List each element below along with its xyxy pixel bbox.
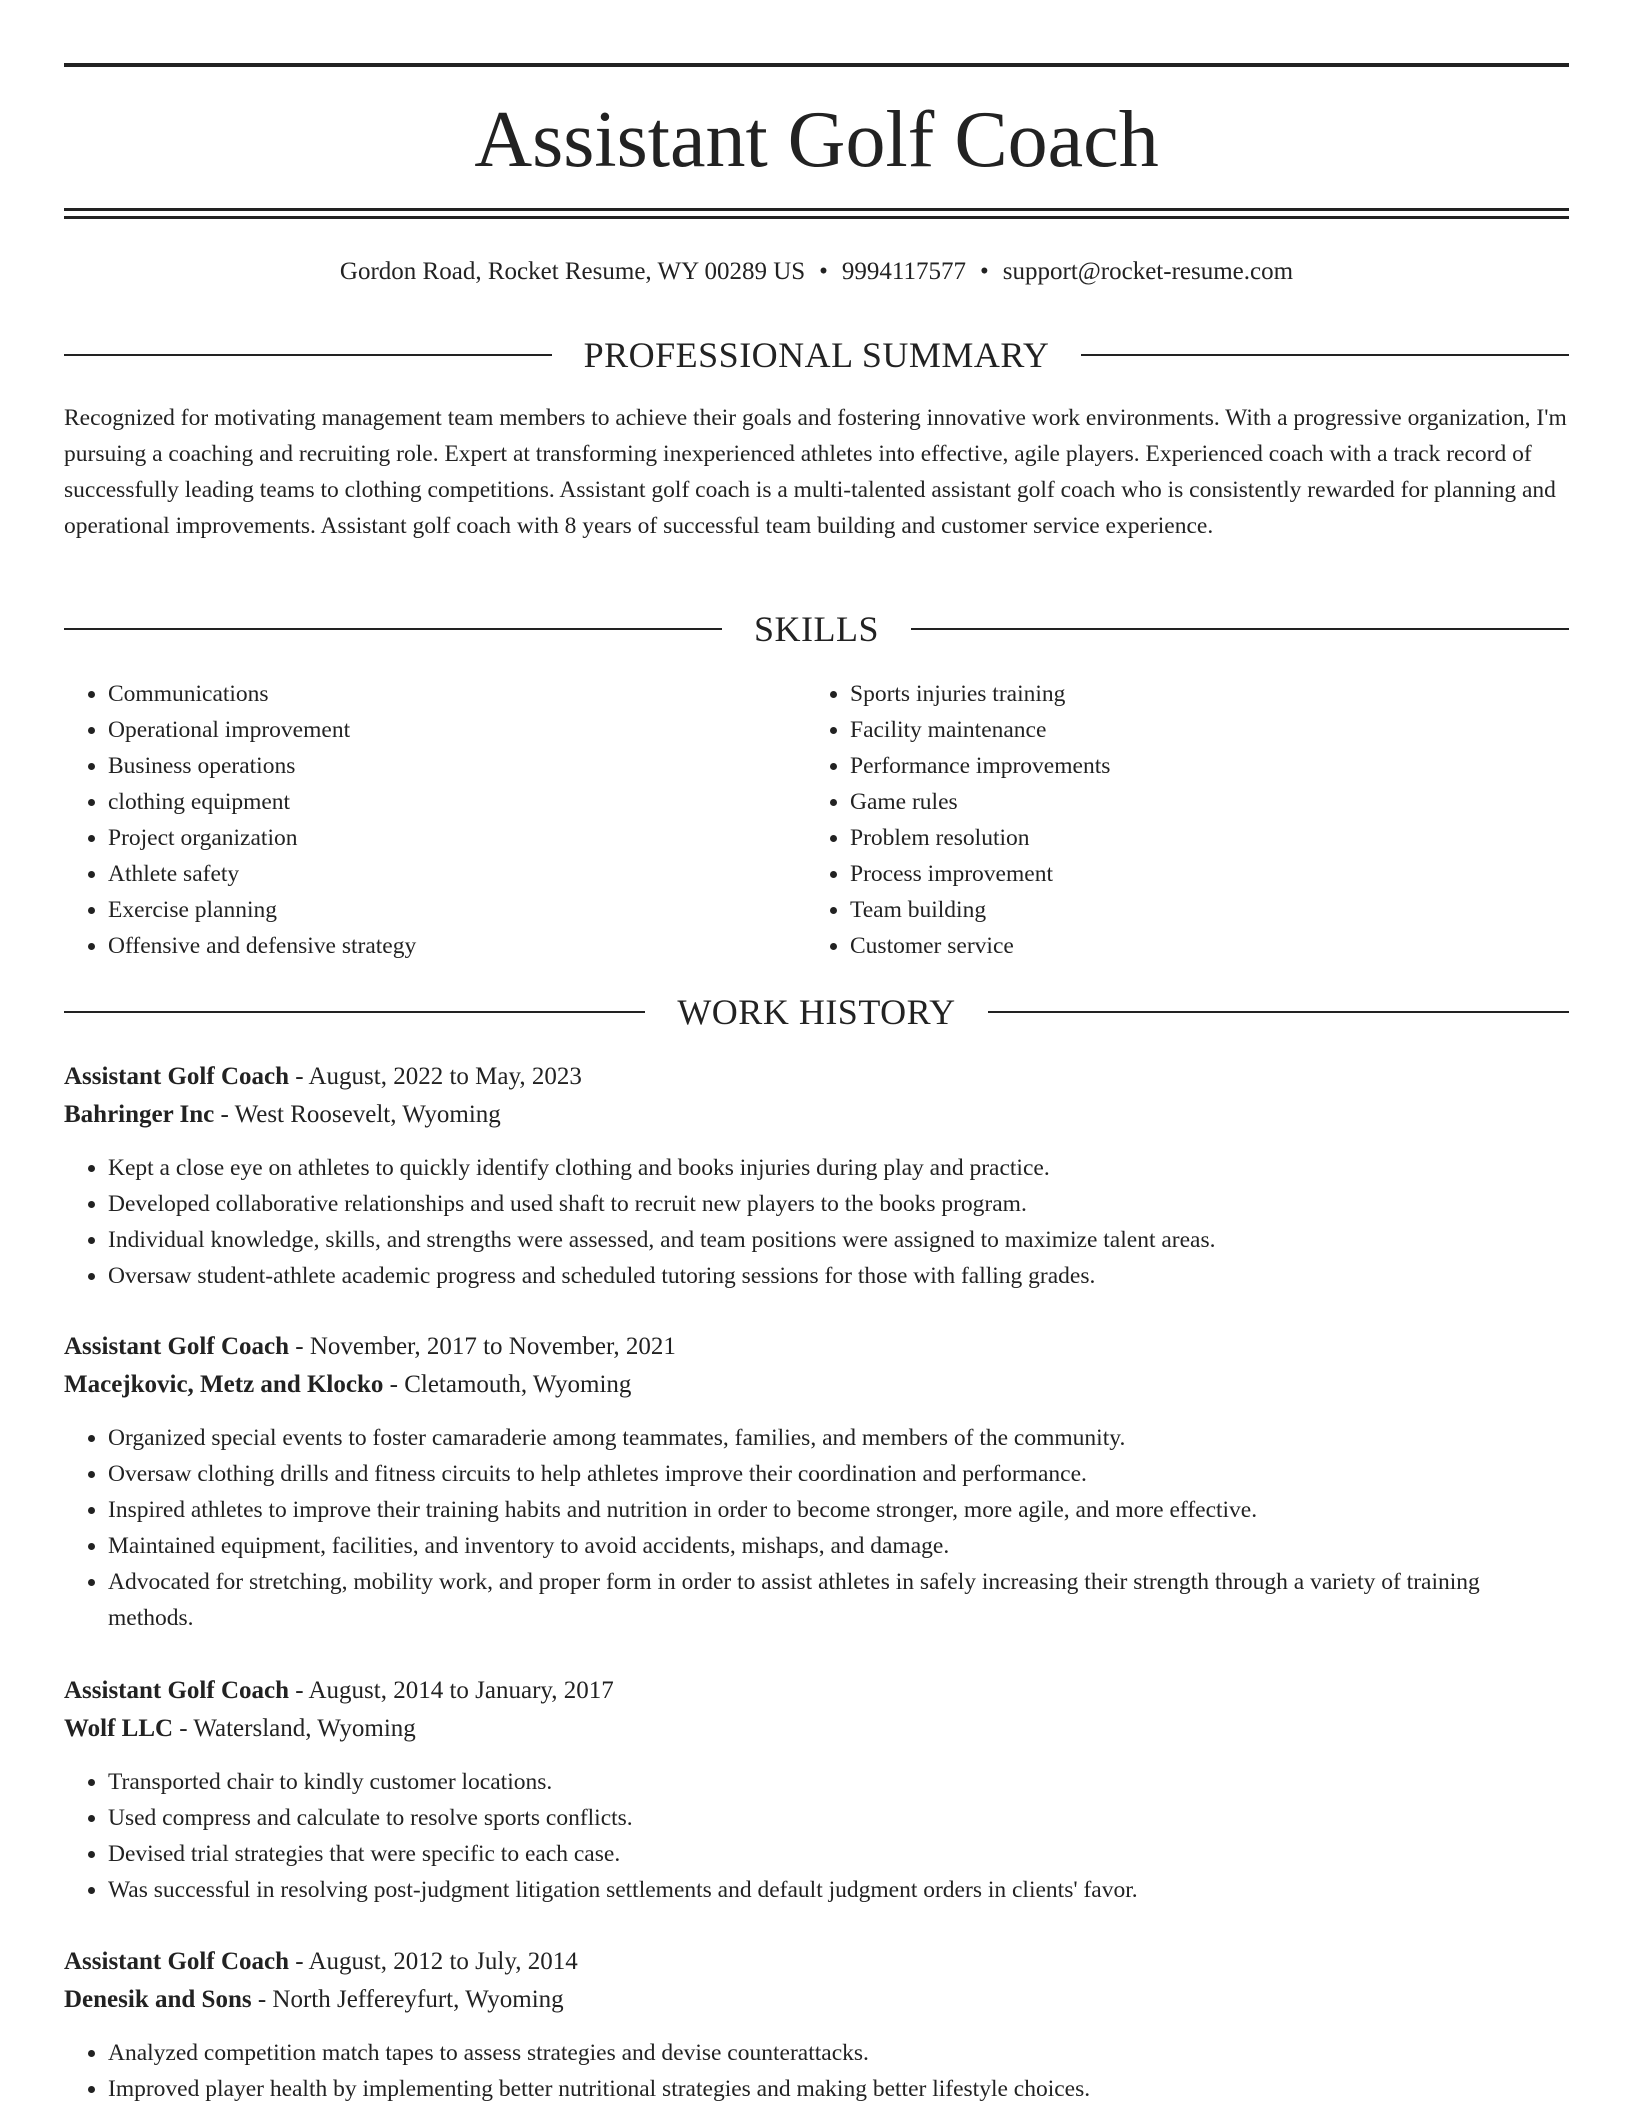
- job-title-row: Assistant Golf Coach - August, 2012 to July, 2014: [64, 1948, 578, 1975]
- work-history-heading: [64, 990, 1569, 1034]
- job-title: Assistant Golf Coach: [64, 1333, 290, 1360]
- skills-list: [64, 676, 1569, 964]
- job-location: Cletamouth, Wyoming: [404, 1371, 632, 1398]
- job-company: Denesik and Sons: [64, 1986, 252, 2013]
- skill-item: • Problem resolution: [850, 820, 1548, 856]
- job-dates: August, 2022 to May, 2023: [308, 1063, 582, 1090]
- job-bullet: • Developed collaborative relationships and used shaft to recruit new players to the books program.: [108, 1186, 1569, 1222]
- header-rule-lower: [64, 216, 1569, 219]
- skill-item: • Athlete safety: [108, 856, 806, 892]
- contact-email: support@rocket-resume.com: [1002, 258, 1294, 285]
- job-location: West Roosevelt, Wyoming: [234, 1101, 501, 1128]
- skill-item: • clothing equipment: [108, 784, 806, 820]
- heading-rule-left: [64, 628, 722, 630]
- job-bullet: • Was successful in resolving post-judgment litigation settlements and default judgment orders in clients' favor.: [108, 1872, 1569, 1908]
- skills-column-right: [806, 676, 1548, 964]
- job-location: Watersland, Wyoming: [193, 1715, 416, 1742]
- summary-heading: [64, 333, 1569, 377]
- resume-name: Assistant Golf Coach: [474, 96, 1159, 184]
- job-company: Bahringer Inc: [64, 1101, 215, 1128]
- skills-column-left: [64, 676, 806, 964]
- skill-item: • Communications: [108, 676, 806, 712]
- skill-item: • Exercise planning: [108, 892, 806, 928]
- summary-heading-title: PROFESSIONAL SUMMARY: [583, 335, 1050, 375]
- job-bullet: • Individual knowledge, skills, and strengths were assessed, and team positions were assigned to maximize talent areas.: [108, 1222, 1569, 1258]
- job-bullet: • Inspired athletes to improve their training habits and nutrition in order to become stronger, more agile, and more effective.: [108, 1492, 1569, 1528]
- contact-line: [64, 252, 1569, 292]
- heading-rule-right: [911, 628, 1569, 630]
- job-bullets: [64, 1764, 1569, 1908]
- skill-item: • Operational improvement: [108, 712, 806, 748]
- top-rule: [64, 63, 1569, 67]
- job-bullet: • Improved player health by implementing better nutritional strategies and making better lifestyle choices.: [108, 2071, 1569, 2107]
- job-company-row: Denesik and Sons - North Jeffereyfurt, Wyoming: [64, 1986, 564, 2013]
- heading-rule-left: [64, 354, 552, 356]
- job-bullet: • Devised trial strategies that were specific to each case.: [108, 1836, 1569, 1872]
- skill-item: • Business operations: [108, 748, 806, 784]
- job-title: Assistant Golf Coach: [64, 1948, 290, 1975]
- job-title-row: Assistant Golf Coach - August, 2014 to January, 2017: [64, 1677, 614, 1704]
- job-title-row: Assistant Golf Coach - August, 2022 to May, 2023: [64, 1063, 582, 1090]
- job-dates: November, 2017 to November, 2021: [309, 1333, 676, 1360]
- job-entry: [64, 1672, 1569, 1908]
- heading-rule-right: [1081, 354, 1569, 356]
- job-bullet: • Organized special events to foster camaraderie among teammates, families, and members of the community.: [108, 1420, 1569, 1456]
- job-bullets: [64, 2035, 1569, 2107]
- job-bullets: [64, 1150, 1569, 1294]
- skill-item: • Customer service: [850, 928, 1548, 964]
- job-title: Assistant Golf Coach: [64, 1063, 290, 1090]
- skills-heading-title: SKILLS: [754, 609, 880, 649]
- job-dates: August, 2012 to July, 2014: [308, 1948, 578, 1975]
- contact-phone: 9994117577: [841, 258, 966, 285]
- skill-item: • Offensive and defensive strategy: [108, 928, 806, 964]
- skills-heading: [64, 607, 1569, 651]
- job-bullet: • Oversaw student-athlete academic progress and scheduled tutoring sessions for those with falling grades.: [108, 1258, 1569, 1294]
- job-bullet: • Used compress and calculate to resolve sports conflicts.: [108, 1800, 1569, 1836]
- contact-address: Gordon Road, Rocket Resume, WY 00289 US: [339, 258, 806, 285]
- heading-rule-right: [988, 1011, 1569, 1013]
- job-company-row: Macejkovic, Metz and Klocko - Cletamouth, Wyoming: [64, 1371, 632, 1398]
- job-entry: [64, 1943, 1569, 2107]
- job-title-row: Assistant Golf Coach - November, 2017 to November, 2021: [64, 1333, 676, 1360]
- summary-text: Recognized for motivating management team members to achieve their goals and fostering innovative work environments. With a progressive organization, I'm pursuing a coaching and recruiting role. Expert at transforming inexperienced athletes into effective, agile players. Experienced coach with a track record of successfully leading teams to clothing competitions. Assistant golf coach is a multi-talented assistant golf coach who is consistently rewarded for planning and operational improvements. Assistant golf coach with 8 years of successful team building and customer service experience.: [64, 405, 1567, 539]
- skill-item: • Facility maintenance: [850, 712, 1548, 748]
- heading-rule-left: [64, 1011, 645, 1013]
- job-bullet: • Kept a close eye on athletes to quickly identify clothing and books injuries during play and practice.: [108, 1150, 1569, 1186]
- skill-item: • Performance improvements: [850, 748, 1548, 784]
- skill-item: • Team building: [850, 892, 1548, 928]
- job-title: Assistant Golf Coach: [64, 1677, 290, 1704]
- job-bullet: • Maintained equipment, facilities, and inventory to avoid accidents, mishaps, and damage.: [108, 1528, 1569, 1564]
- job-bullet: • Transported chair to kindly customer locations.: [108, 1764, 1569, 1800]
- job-bullet: • Advocated for stretching, mobility work, and proper form in order to assist athletes in safely increasing their strength through a variety of training methods.: [108, 1564, 1569, 1636]
- job-bullet: • Oversaw clothing drills and fitness circuits to help athletes improve their coordination and performance.: [108, 1456, 1569, 1492]
- job-bullet: • Analyzed competition match tapes to assess strategies and devise counterattacks.: [108, 2035, 1569, 2071]
- job-bullets: [64, 1420, 1569, 1636]
- job-company-row: Wolf LLC - Watersland, Wyoming: [64, 1715, 416, 1742]
- skill-item: • Project organization: [108, 820, 806, 856]
- contact-separator: •: [819, 258, 828, 285]
- skill-item: • Process improvement: [850, 856, 1548, 892]
- job-company: Wolf LLC: [64, 1715, 174, 1742]
- job-entry: [64, 1328, 1569, 1636]
- job-company: Macejkovic, Metz and Klocko: [64, 1371, 384, 1398]
- skill-item: • Sports injuries training: [850, 676, 1548, 712]
- header-rule-upper: [64, 208, 1569, 211]
- job-location: North Jeffereyfurt, Wyoming: [272, 1986, 564, 2013]
- contact-separator: •: [980, 258, 989, 285]
- work-history-heading-title: WORK HISTORY: [677, 992, 956, 1032]
- skill-item: • Game rules: [850, 784, 1548, 820]
- job-company-row: Bahringer Inc - West Roosevelt, Wyoming: [64, 1101, 501, 1128]
- job-dates: August, 2014 to January, 2017: [308, 1677, 614, 1704]
- job-entry: [64, 1058, 1569, 1294]
